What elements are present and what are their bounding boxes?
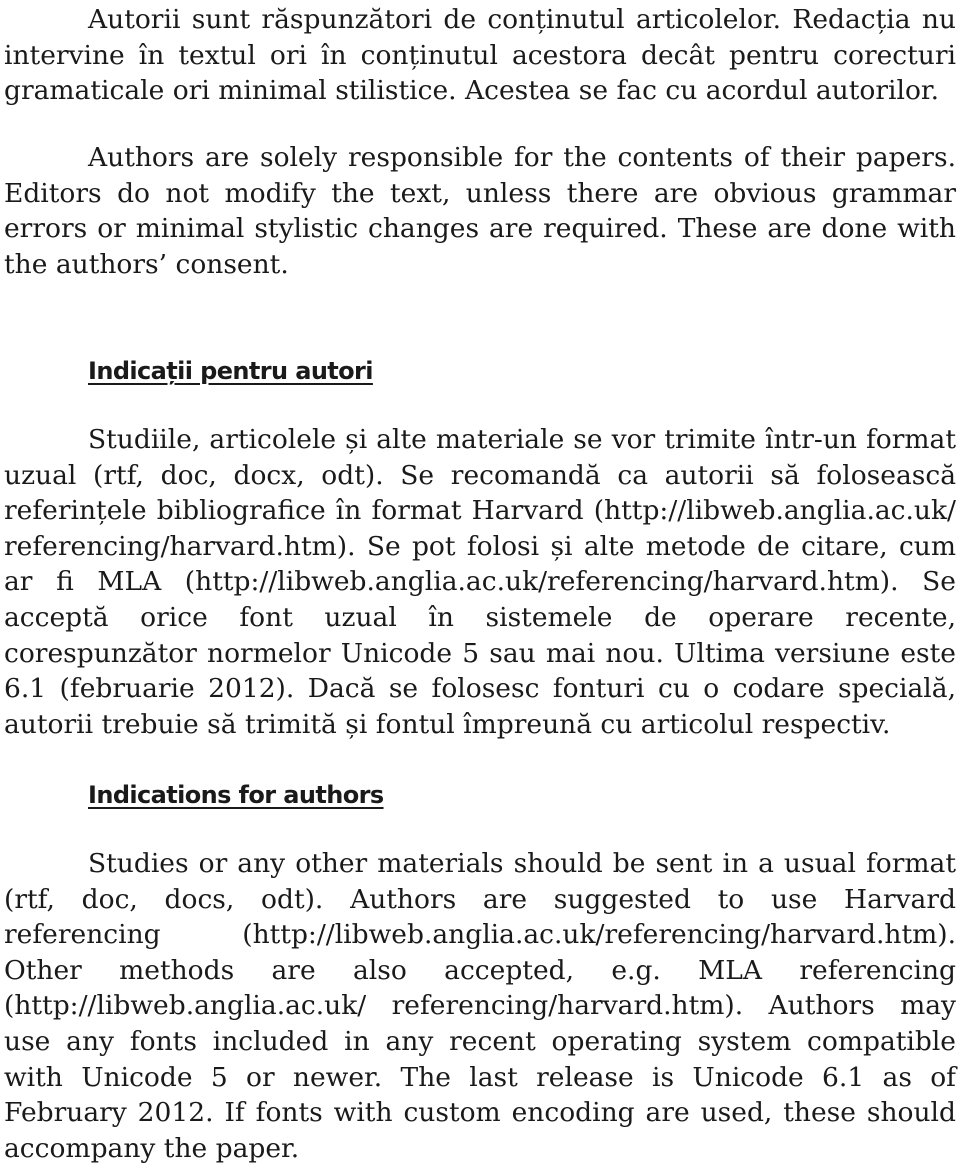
english-indications-text: Studies or any other materials should be sent in a usual format (rtf, doc, docs, odt). Authors are suggested to use Harvard referencing (http://libweb.anglia.ac.uk/referencing/harvard.htm). Other methods are also accepted, e.g. MLA referencing (http://libweb.anglia.ac.uk/ referencing/harvard.htm). Authors may use any fonts included in any recent operating system compatible with Unicode 5 or newer. The last release is Unicode 6.1 as of February 2012. If fonts with custom encoding are used, these should accompany the paper. (4, 848, 956, 1164)
romanian-indications-heading: Indicații pentru autori (88, 357, 373, 385)
english-responsibility-note: Authors are solely responsible for the contents of their papers. Editors do not modify the text, unless there are obvious grammar errors or minimal stylistic changes are required. These are done with the authors’ consent. (4, 142, 956, 280)
english-indications-heading: Indications for authors (88, 781, 384, 809)
romanian-indications-text: Studiile, articolele și alte materiale se vor trimite într-un format uzual (rtf, doc, docx, odt). Se recomandă ca autorii să folosească referințele bibliografice în format Harvard (http://libweb.anglia.ac.uk/ referencing/harvard.htm). Se pot folosi și alte metode de citare, cum ar fi MLA (http://libweb.anglia.ac.uk/referencing/harvard.htm). Se acceptă orice font uzual în sistemele de operare recente, corespunzător normelor Unicode 5 sau mai nou. Ultima versiune este 6.1 (februarie 2012). Dacă se folosesc fonturi cu o codare specială, autorii trebuie să trimită și fontul împreună cu articolul respectiv. (4, 424, 956, 740)
romanian-responsibility-note: Autorii sunt răspunzători de conținutul articolelor. Redacția nu intervine în textul ori în conținutul acestora decât pentru corecturi gramaticale ori minimal stilistice. Acestea se fac cu acordul autorilor. (4, 4, 956, 107)
